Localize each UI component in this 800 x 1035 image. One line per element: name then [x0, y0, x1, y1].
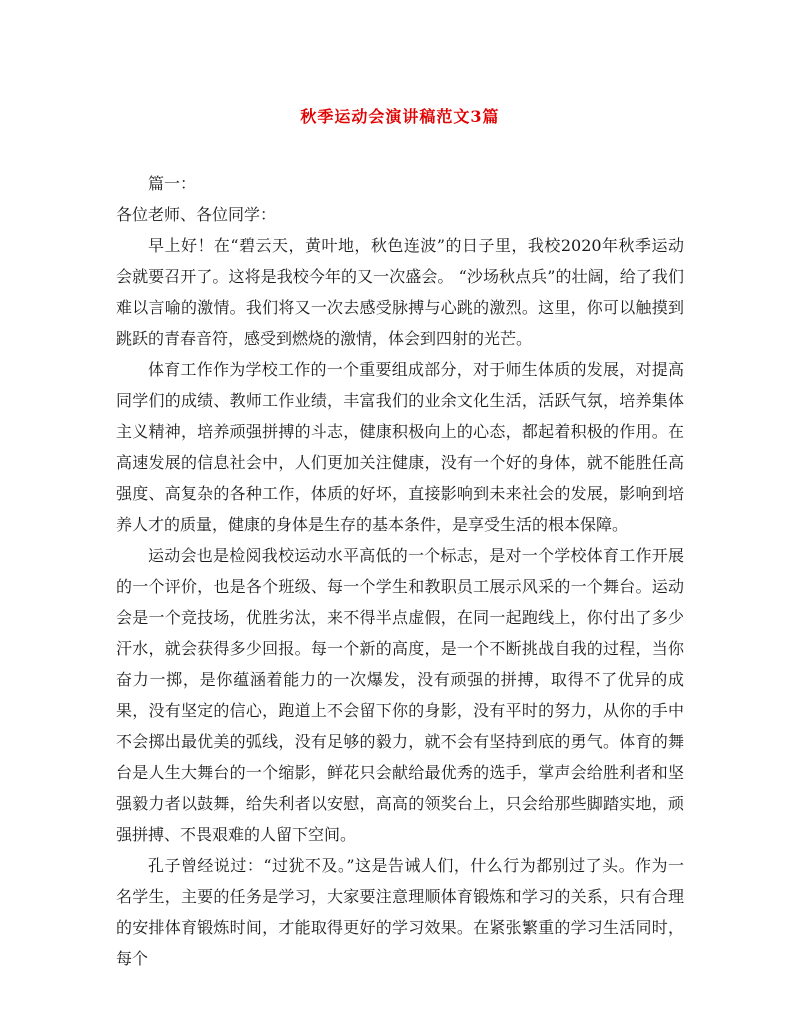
- section-label: 篇一：: [148, 174, 197, 193]
- paragraph-1: 早上好！在“碧云天，黄叶地，秋色连波”的日子里，我校2020年秋季运动会就要召开了。这将是我校今年的又一次盛会。 “沙场秋点兵”的壮阔，给了我们难以言喻的激情。我们将又一次去感受脉搏与心跳的激烈。这里，你可以触摸到跳跃的青春音符，感受到燃烧的激情，体会到四射的光芒。: [116, 236, 684, 348]
- paragraph-3: 运动会也是检阅我校运动水平高低的一个标志，是对一个学校体育工作开展的一个评价，也是各个班级、每一个学生和教职员工展示风采的一个舞台。运动会是一个竞技场，优胜劣汰，来不得半点虚假，在同一起跑线上，你付出了多少汗水，就会获得多少回报。每一个新的高度，是一个不断挑战自我的过程，当你奋力一掷，是你蕴涵着能力的一次爆发，没有顽强的拼搏，取得不了优异的成果，没有坚定的信心，跑道上不会留下你的身影，没有平时的努力，从你的手中不会掷出最优美的弧线，没有足够的毅力，就不会有坚持到底的勇气。体育的舞台是人生大舞台的一个缩影，鲜花只会献给最优秀的选手，掌声会给胜利者和坚强毅力者以鼓舞，给失利者以安慰，高高的领奖台上，只会给那些脚踏实地，顽强拼搏、不畏艰难的人留下空间。: [116, 546, 684, 844]
- salutation: 各位老师、各位同学：: [116, 205, 277, 224]
- paragraph-4: 孔子曾经说过：“过犹不及。”这是告诫人们，什么行为都别过了头。作为一名学生，主要的任务是学习，大家要注意理顺体育锻炼和学习的关系，只有合理的安排体育锻炼时间，才能取得更好的学习效果。在紧张繁重的学习生活同时，每个: [116, 856, 684, 968]
- paragraph-2: 体育工作作为学校工作的一个重要组成部分，对于师生体质的发展，对提高同学们的成绩、教师工作业绩，丰富我们的业余文化生活，活跃气氛，培养集体主义精神，培养顽强拼搏的斗志，健康积极向上的心态，都起着积极的作用。在高速发展的信息社会中，人们更加关注健康，没有一个好的身体，就不能胜任高强度、高复杂的各种工作，体质的好坏，直接影响到未来社会的发展，影响到培养人才的质量，健康的身体是生存的基本条件，是享受生活的根本保障。: [116, 360, 684, 534]
- document-body: [116, 168, 684, 974]
- document-title: 秋季运动会演讲稿范文3篇: [300, 107, 500, 126]
